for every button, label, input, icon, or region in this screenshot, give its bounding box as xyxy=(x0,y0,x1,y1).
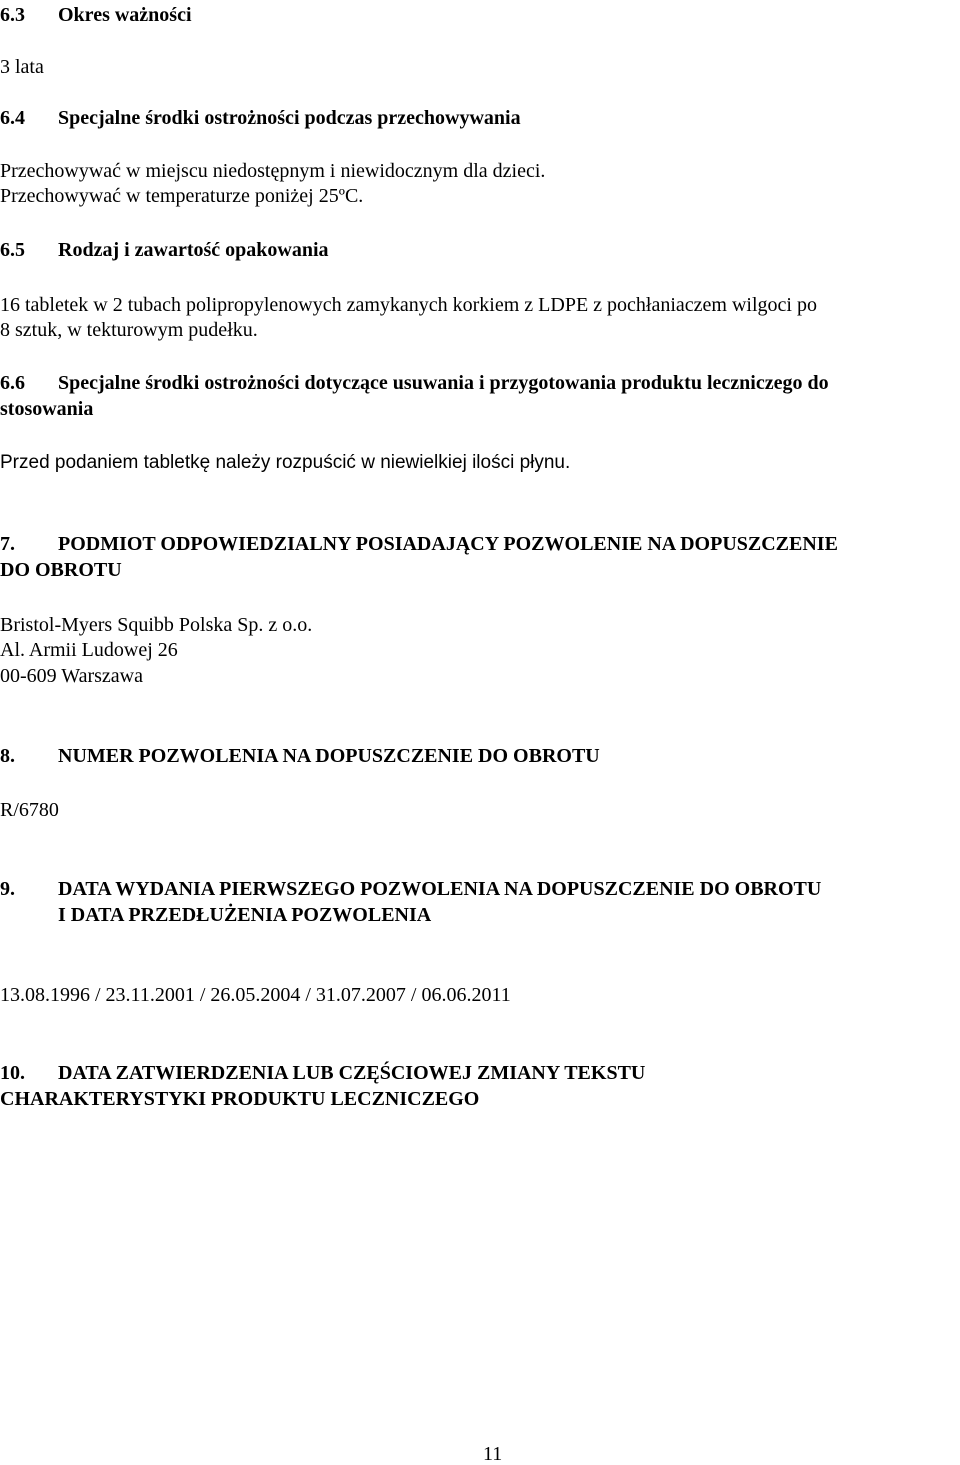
section-title: Specjalne środki ostrożności podczas przechowywania xyxy=(58,107,521,129)
section-6-6-heading xyxy=(0,370,829,396)
section-10-heading xyxy=(0,1060,645,1086)
storage-text-line: Przechowywać w miejscu niedostępnym i niewidocznym dla dzieci. xyxy=(0,160,546,182)
section-title: DATA ZATWIERDZENIA LUB CZĘŚCIOWEJ ZMIANY TEKSTU xyxy=(58,1062,646,1084)
section-number: 6.4 xyxy=(0,107,25,129)
section-number: 8. xyxy=(0,745,15,767)
authorization-dates: 13.08.1996 / 23.11.2001 / 26.05.2004 / 31.07.2007 / 06.06.2011 xyxy=(0,984,511,1006)
page-number: 11 xyxy=(483,1443,503,1465)
section-7-heading xyxy=(0,531,838,557)
section-9-heading xyxy=(0,876,821,902)
address-line: Bristol-Myers Squibb Polska Sp. z o.o. xyxy=(0,614,313,636)
section-title: Specjalne środki ostrożności dotyczące usuwania i przygotowania produktu leczniczego do xyxy=(58,372,829,394)
authorization-number: R/6780 xyxy=(0,799,59,821)
section-title: PODMIOT ODPOWIEDZIALNY POSIADAJĄCY POZWOLENIE NA DOPUSZCZENIE xyxy=(58,533,838,555)
section-number: 10. xyxy=(0,1062,25,1084)
section-title-continuation: I DATA PRZEDŁUŻENIA POZWOLENIA xyxy=(58,904,432,926)
section-8-heading xyxy=(0,743,600,769)
section-title: Rodzaj i zawartość opakowania xyxy=(58,239,329,261)
section-9-heading-line-2 xyxy=(0,902,431,928)
section-6-5-heading xyxy=(0,237,329,263)
section-number: 9. xyxy=(0,878,15,900)
storage-text-line: Przechowywać w temperaturze poniżej 25ºC. xyxy=(0,185,364,207)
shelf-life-text: 3 lata xyxy=(0,56,44,78)
section-title-continuation: DO OBROTU xyxy=(0,559,122,581)
section-number: 6.3 xyxy=(0,4,25,26)
section-title: NUMER POZWOLENIA NA DOPUSZCZENIE DO OBROTU xyxy=(58,745,600,767)
section-6-4-heading xyxy=(0,105,521,131)
section-number: 6.6 xyxy=(0,372,25,394)
section-title-continuation: stosowania xyxy=(0,398,94,420)
section-6-3-heading xyxy=(0,2,192,28)
packaging-text-line: 16 tabletek w 2 tubach polipropylenowych zamykanych korkiem z LDPE z pochłaniaczem wilgoci po xyxy=(0,294,817,316)
section-title-continuation: CHARAKTERYSTYKI PRODUKTU LECZNICZEGO xyxy=(0,1088,480,1110)
section-title: DATA WYDANIA PIERWSZEGO POZWOLENIA NA DOPUSZCZENIE DO OBROTU xyxy=(58,878,822,900)
address-line: Al. Armii Ludowej 26 xyxy=(0,639,178,661)
section-title: Okres ważności xyxy=(58,4,192,26)
packaging-text-line: 8 sztuk, w tekturowym pudełku. xyxy=(0,319,258,341)
section-number: 7. xyxy=(0,533,15,555)
address-line: 00-609 Warszawa xyxy=(0,665,143,687)
section-number: 6.5 xyxy=(0,239,25,261)
preparation-text: Przed podaniem tabletkę należy rozpuścić w niewielkiej ilości płynu. xyxy=(0,452,571,473)
